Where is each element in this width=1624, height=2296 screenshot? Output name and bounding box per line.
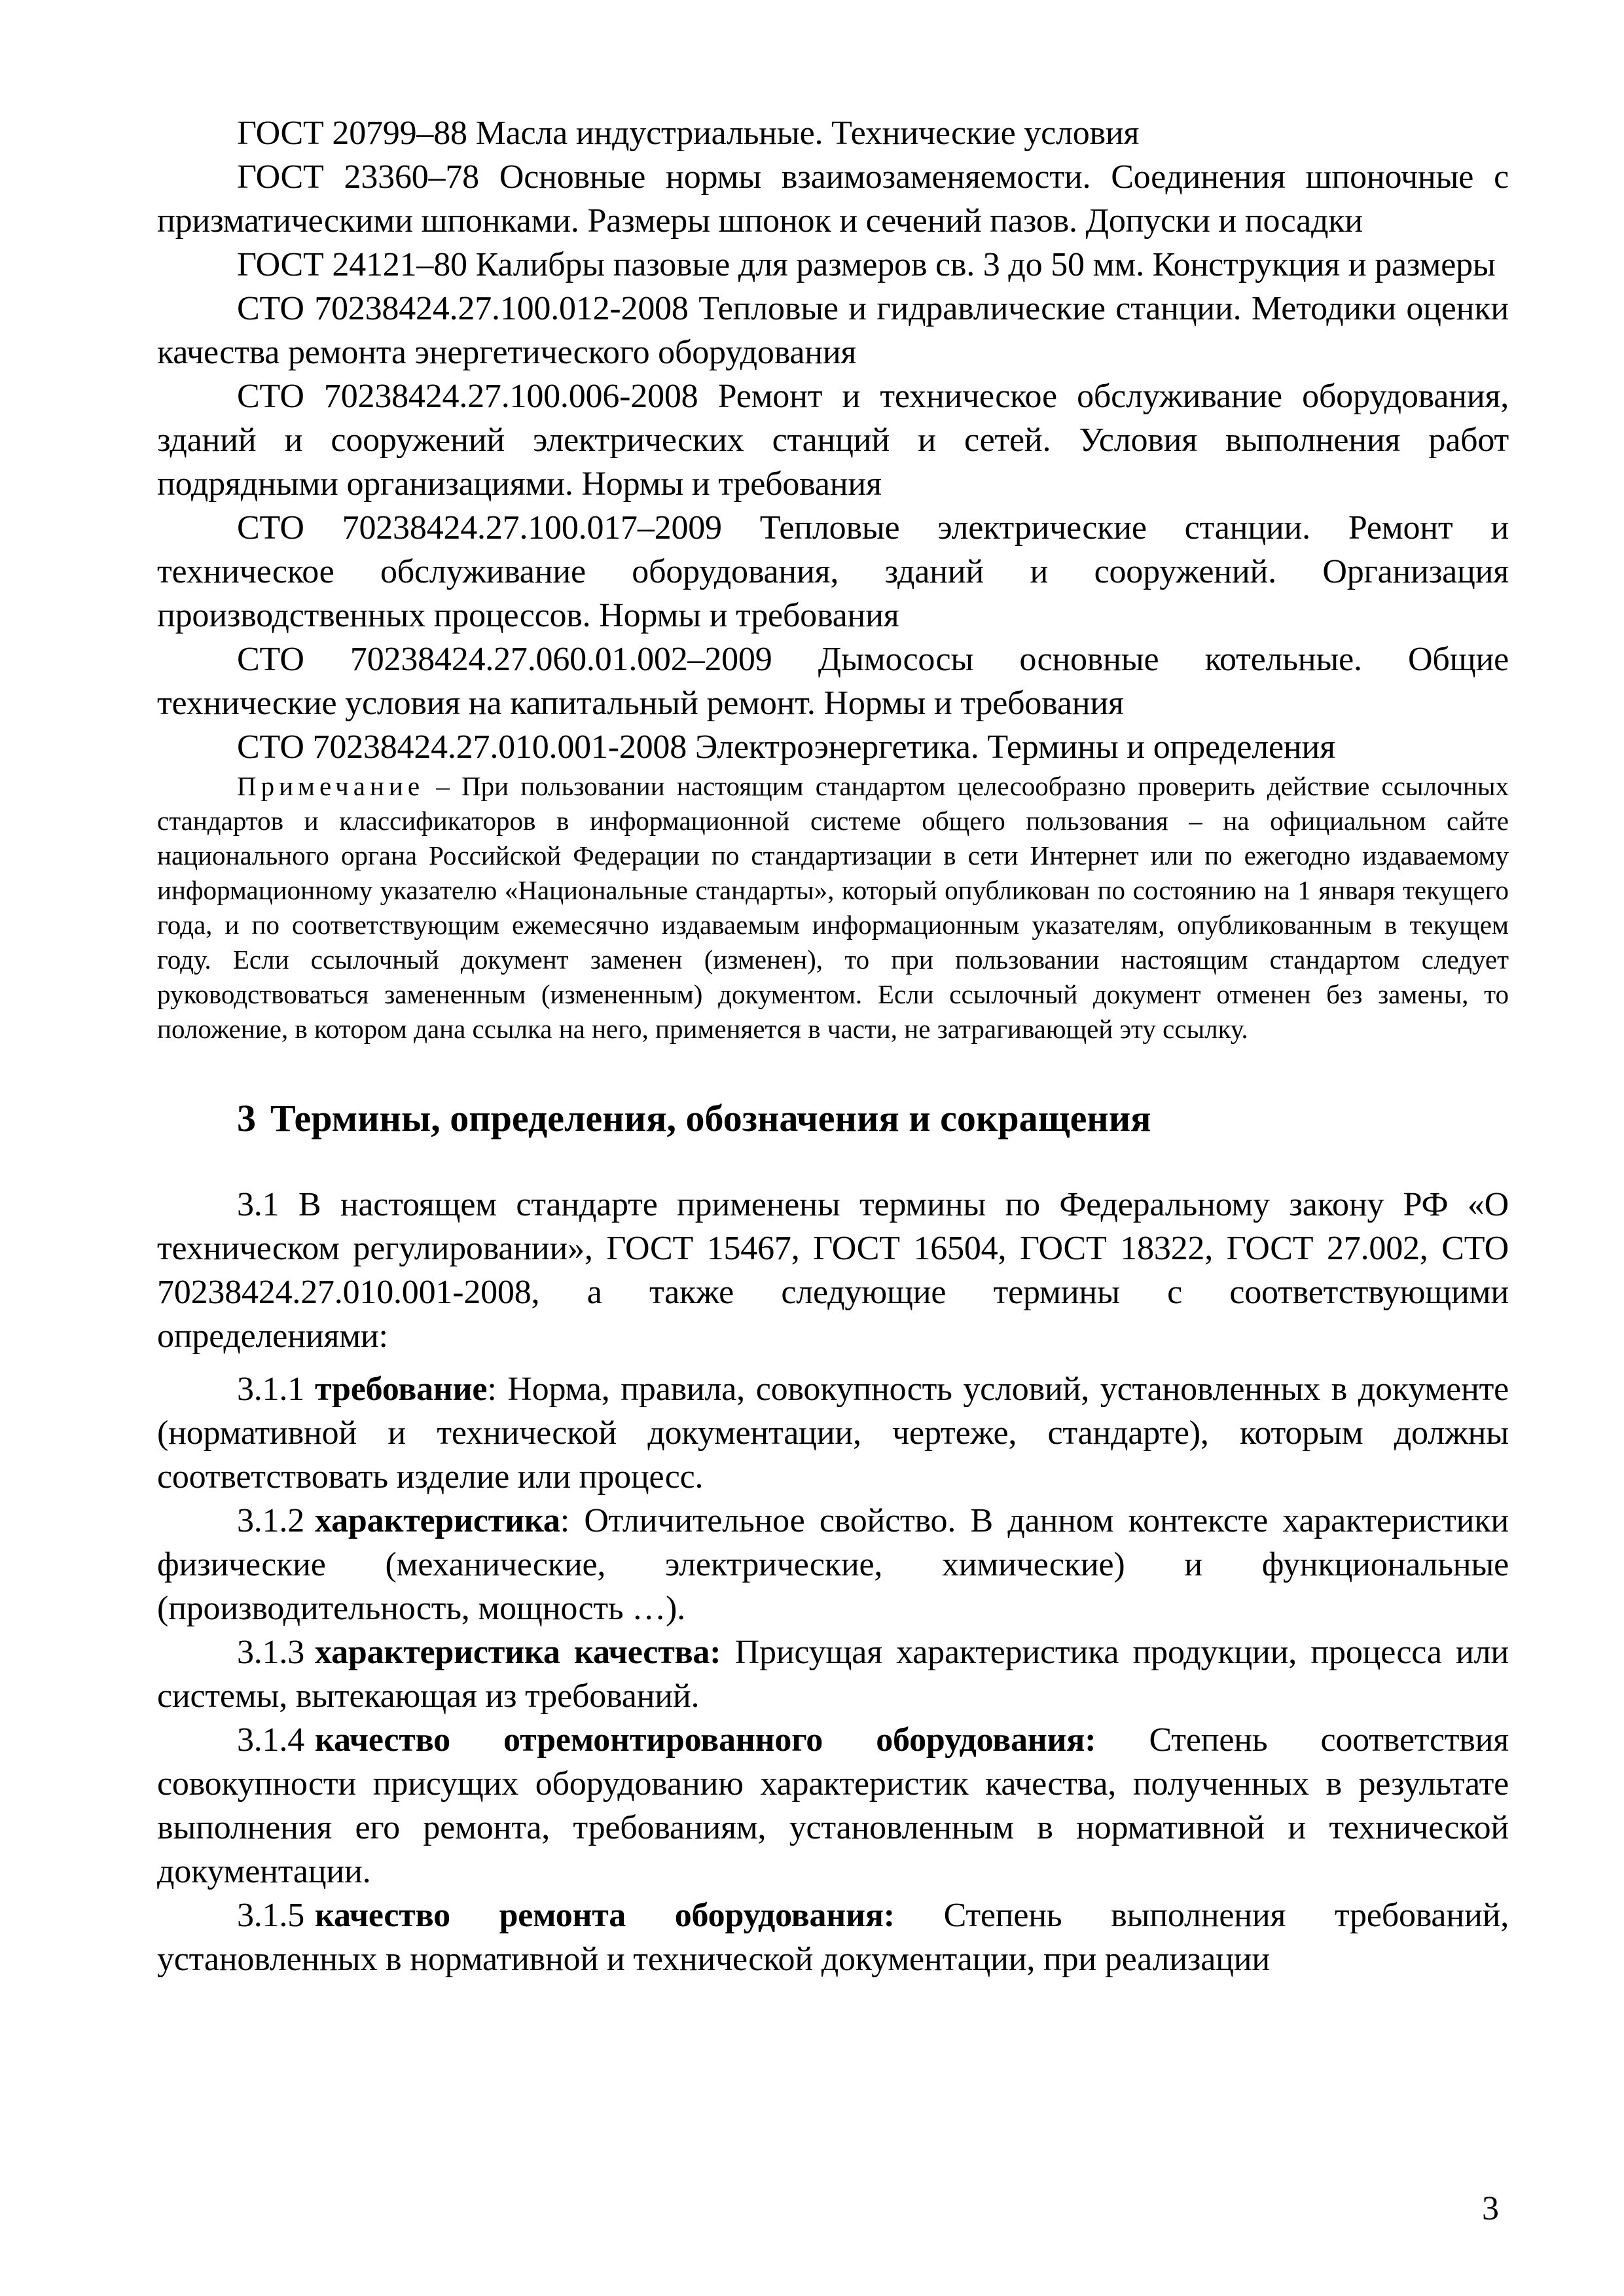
term-item: [157, 1893, 1509, 1981]
term-item: [157, 1367, 1509, 1499]
term-name: характеристика качества:: [315, 1634, 721, 1671]
terms-intro: 3.1 В настоящем стандарте применены термины по Федеральному закону РФ «О техническом регулировании», ГОСТ 15467, ГОСТ 16504, ГОСТ 18322, ГОСТ 27.002, СТО 70238424.27.010.001-2008, а также следующие термины с соответствующими определениями:: [157, 1186, 1509, 1355]
term-name: характеристика: [315, 1502, 560, 1539]
term-name: качество ремонта оборудования:: [315, 1897, 895, 1934]
document-page: [157, 111, 1509, 1981]
section-heading: [157, 1092, 1509, 1145]
reference-note: [157, 769, 1509, 1047]
term-number: 3.1.5: [237, 1897, 305, 1934]
term-definition: Присущая характеристика продукции, процесса или системы, вытекающая из требований.: [157, 1634, 1509, 1715]
term-item: [157, 1499, 1509, 1630]
section-title: Термины, определения, обозначения и сокращения: [270, 1097, 1151, 1139]
section-number: 3: [237, 1097, 256, 1139]
term-definition: : Отличительное свойство. В данном контексте характеристики физические (механические, электрические, химические) и функциональные (производительность, мощность …).: [157, 1502, 1509, 1627]
reference-gost-24121: ГОСТ 24121–80 Калибры пазовые для размеров св. 3 до 50 мм. Конструкция и размеры: [237, 246, 1496, 283]
term-number: 3.1.1: [237, 1371, 305, 1408]
term-number: 3.1.3: [237, 1634, 305, 1671]
term-item: [157, 1630, 1509, 1718]
note-label: Примечание: [237, 771, 425, 801]
term-number: 3.1.2: [237, 1502, 305, 1539]
term-item: [157, 1718, 1509, 1893]
reference-sto-060-01-002: СТО 70238424.27.060.01.002–2009 Дымососы основные котельные. Общие технические условия на капитальный ремонт. Нормы и требования: [157, 641, 1509, 722]
term-name: требование: [315, 1371, 488, 1408]
reference-sto-100-006: СТО 70238424.27.100.006-2008 Ремонт и техническое обслуживание оборудования, зданий и сооружений электрических станций и сетей. Условия выполнения работ подрядными организациями. Нормы и требования: [157, 378, 1509, 503]
term-number: 3.1.4: [237, 1721, 305, 1759]
reference-sto-100-017: СТО 70238424.27.100.017–2009 Тепловые электрические станции. Ремонт и техническое обслуживание оборудования, зданий и сооружений. Организация производственных процессов. Нормы и требования: [157, 509, 1509, 634]
reference-sto-100-012: СТО 70238424.27.100.012-2008 Тепловые и гидравлические станции. Методики оценки качества ремонта энергетического оборудования: [157, 290, 1509, 371]
note-text: – При пользовании настоящим стандартом целесообразно проверить действие ссылочных стандартов и классификаторов в информационной системе общего пользования – на официальном сайте национального органа Российской Федерации по стандартизации в сети Интернет или по ежегодно издаваемому информационному указателю «Национальные стандарты», который опубликован по состоянию на 1 января текущего года, и по соответствующим ежемесячно издаваемым информационным указателям, опубликованным в текущем году. Если ссылочный документ заменен (изменен), то при пользовании настоящим стандартом следует руководствоваться замененным (измененным) документом. Если ссылочный документ отменен без замены, то положение, в котором дана ссылка на него, применяется в части, не затрагивающей эту ссылку.: [157, 771, 1509, 1044]
reference-sto-010-001: СТО 70238424.27.010.001-2008 Электроэнергетика. Термины и определения: [237, 728, 1335, 766]
reference-gost-23360: ГОСТ 23360–78 Основные нормы взаимозаменяемости. Соединения шпоночные с призматическими шпонками. Размеры шпонок и сечений пазов. Допуски и посадки: [157, 158, 1509, 240]
page-number: 3: [1482, 2190, 1499, 2227]
term-definition: Степень выполнения требований, установленных в нормативной и технической документации, при реализации: [157, 1897, 1509, 1978]
reference-gost-20799: ГОСТ 20799–88 Масла индустриальные. Технические условия: [237, 115, 1140, 152]
term-name: качество отремонтированного оборудования:: [315, 1721, 1096, 1759]
term-definition: Степень соответствия совокупности присущих оборудованию характеристик качества, полученных в результате выполнения его ремонта, требованиям, установленным в нормативной и технической документации.: [157, 1721, 1509, 1890]
term-definition: : Норма, правила, совокупность условий, установленных в документе (нормативной и технической документации, чертеже, стандарте), которым должны соответствовать изделие или процесс.: [157, 1371, 1509, 1496]
